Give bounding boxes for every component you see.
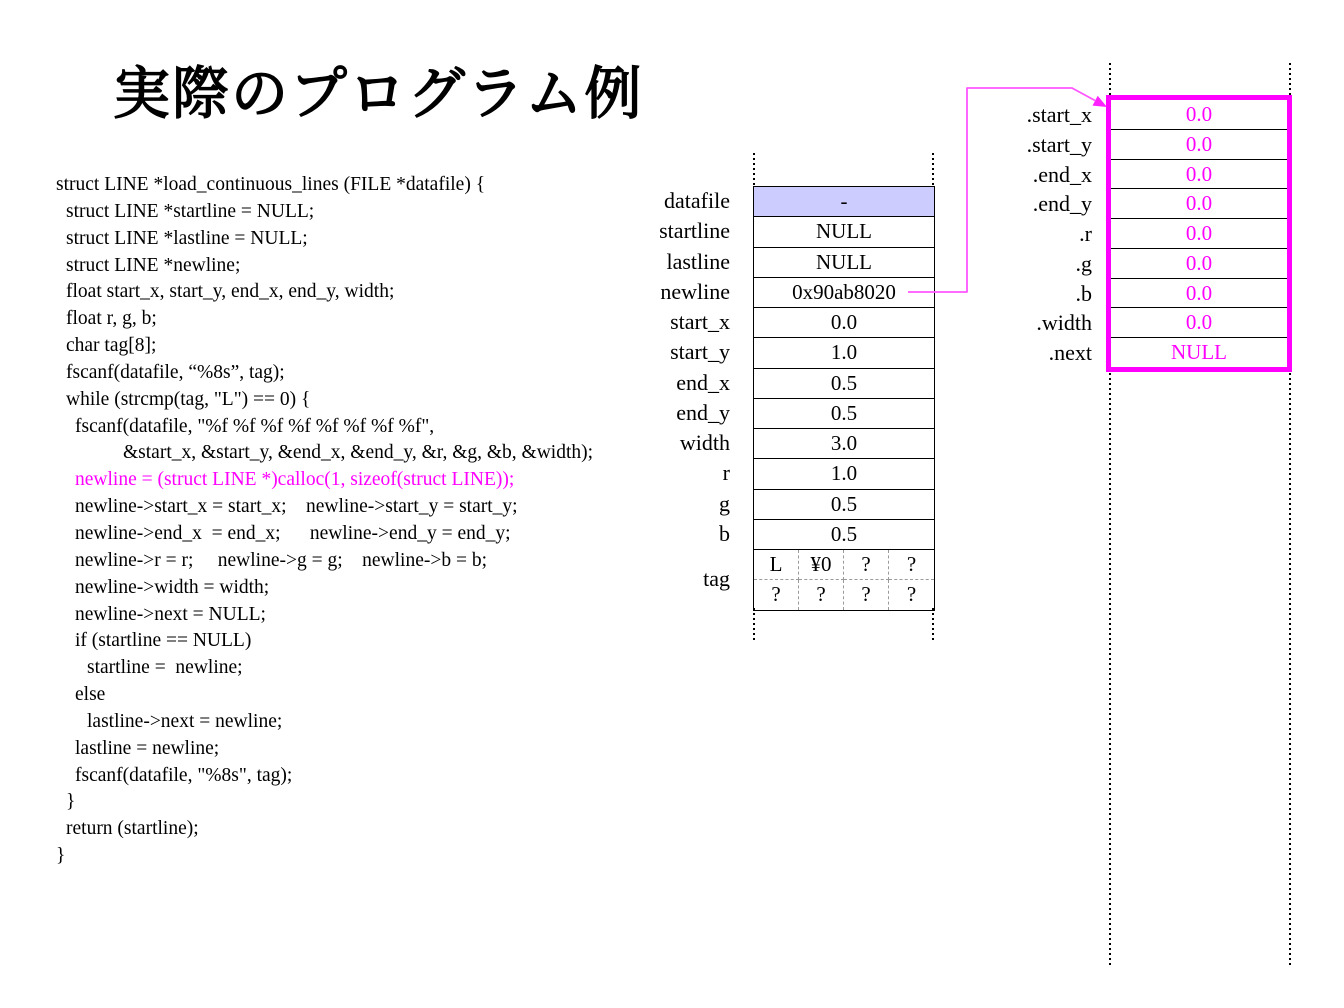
tag-grid — [754, 550, 934, 610]
struct-cell-b: 0.0 — [1111, 279, 1287, 309]
code-line: startline = newline; — [87, 657, 243, 679]
code-line: struct LINE *lastline = NULL; — [66, 227, 308, 249]
code-line: fscanf(datafile, "%8s", tag); — [75, 764, 293, 786]
code-line: newline->width = width; — [75, 576, 270, 598]
stack-cell-end_x: 0.5 — [754, 369, 934, 399]
stack-cell-b: 0.5 — [754, 520, 934, 550]
tag-cell: ? — [844, 550, 889, 580]
struct-label-end_x: .end_x — [1032, 161, 1092, 187]
stack-cell-start_x: 0.0 — [754, 308, 934, 338]
stack-table — [753, 186, 935, 611]
tag-cell: ? — [844, 580, 889, 609]
tag-cell: ? — [889, 550, 934, 580]
struct-cell-end_x: 0.0 — [1111, 160, 1287, 190]
code-line: struct LINE *load_continuous_lines (FILE *datafile) { — [56, 174, 486, 195]
code-line: lastline = newline; — [75, 737, 220, 759]
stack-label-startline: startline — [659, 218, 730, 244]
stack-cell-lastline: NULL — [754, 248, 934, 278]
stack-label-lastline: lastline — [666, 248, 730, 274]
code-line: &start_x, &start_y, &end_x, &end_y, &r, &g, &b, &width); — [123, 442, 594, 464]
code-line: char tag[8]; — [66, 335, 157, 357]
memory-dotted-line — [1109, 373, 1111, 966]
struct-cell-end_y: 0.0 — [1111, 189, 1287, 219]
code-line: struct LINE *startline = NULL; — [66, 200, 315, 222]
code-line: fscanf(datafile, “%8s”, tag); — [66, 361, 285, 383]
struct-label-b: .b — [1075, 280, 1092, 306]
code-line: fscanf(datafile, "%f %f %f %f %f %f %f %f", — [75, 415, 435, 437]
memory-dotted-line — [753, 608, 755, 641]
code-line: newline->next = NULL; — [75, 603, 266, 625]
struct-cell-start_y: 0.0 — [1111, 130, 1287, 160]
tag-cell: ? — [754, 580, 799, 609]
stack-label-datafile: datafile — [664, 188, 730, 213]
tag-cell: ? — [906, 582, 917, 607]
struct-label-end_y: .end_y — [1032, 191, 1092, 217]
code-line: float r, g, b; — [66, 308, 157, 330]
memory-dotted-line — [932, 608, 934, 641]
memory-dotted-line — [932, 153, 934, 186]
tag-cell: L — [754, 550, 799, 580]
stack-cell-start_y: 1.0 — [754, 338, 934, 368]
stack-label-width: width — [679, 430, 730, 455]
stack-cell-datafile: - — [754, 187, 934, 217]
stack-label-b: b — [719, 520, 730, 546]
struct-label-next: .next — [1048, 340, 1092, 366]
code-line: return (startline); — [66, 818, 199, 840]
tag-cell: ? — [799, 580, 844, 609]
struct-label-g: .g — [1075, 250, 1092, 276]
struct-label-start_x: .start_x — [1026, 102, 1092, 127]
code-line: newline->end_x = end_x; newline->end_y = end_y; — [75, 522, 511, 544]
stack-label-end_x: end_x — [676, 369, 730, 395]
slide-title: 実際のプログラム例 — [113, 62, 644, 126]
code-line: } — [56, 845, 66, 867]
memory-dotted-line — [1109, 63, 1111, 95]
stack-label-r: r — [722, 460, 730, 486]
stack-label-start_y: start_y — [670, 339, 730, 365]
code-line-highlight: newline = (struct LINE *)calloc(1, sizeof(struct LINE)); — [75, 469, 515, 491]
struct-label-width: .width — [1036, 310, 1092, 336]
code-line: lastline->next = newline; — [87, 710, 283, 732]
struct-cell-g: 0.0 — [1111, 249, 1287, 279]
code-line: struct LINE *newline; — [66, 254, 241, 276]
code-line: if (startline == NULL) — [75, 630, 252, 652]
stack-label-tag: tag — [703, 566, 730, 591]
struct-label-r: .r — [1079, 221, 1092, 247]
struct-cell-next: NULL — [1171, 340, 1227, 365]
code-line: } — [66, 791, 76, 813]
stack-label-g: g — [719, 490, 730, 516]
struct-table — [1106, 95, 1292, 372]
struct-cell-width: 0.0 — [1111, 308, 1287, 338]
stack-label-end_y: end_y — [676, 399, 730, 425]
memory-dotted-line — [1289, 63, 1291, 95]
stack-cell-r: 1.0 — [754, 459, 934, 489]
stack-label-start_x: start_x — [670, 309, 730, 334]
memory-dotted-line — [753, 153, 755, 186]
memory-dotted-line — [1289, 373, 1291, 966]
code-block — [56, 172, 593, 870]
stack-cell-startline: NULL — [754, 217, 934, 247]
stack-cell-g: 0.5 — [754, 490, 934, 520]
stack-cell-newline: 0x90ab8020 — [754, 278, 934, 308]
code-line: while (strcmp(tag, "L") == 0) { — [66, 388, 311, 410]
stack-cell-width: 3.0 — [754, 429, 934, 459]
code-line: float start_x, start_y, end_x, end_y, width; — [66, 281, 395, 303]
tag-cell: ¥0 — [799, 550, 844, 580]
code-line: else — [75, 684, 106, 706]
struct-cell-r: 0.0 — [1111, 219, 1287, 249]
struct-cell-start_x: 0.0 — [1111, 100, 1287, 130]
stack-cell-end_y: 0.5 — [754, 399, 934, 429]
code-line: newline->r = r; newline->g = g; newline->b = b; — [75, 549, 488, 571]
stack-label-newline: newline — [660, 278, 730, 304]
code-line: newline->start_x = start_x; newline->start_y = start_y; — [75, 496, 518, 518]
struct-label-start_y: .start_y — [1026, 131, 1092, 157]
